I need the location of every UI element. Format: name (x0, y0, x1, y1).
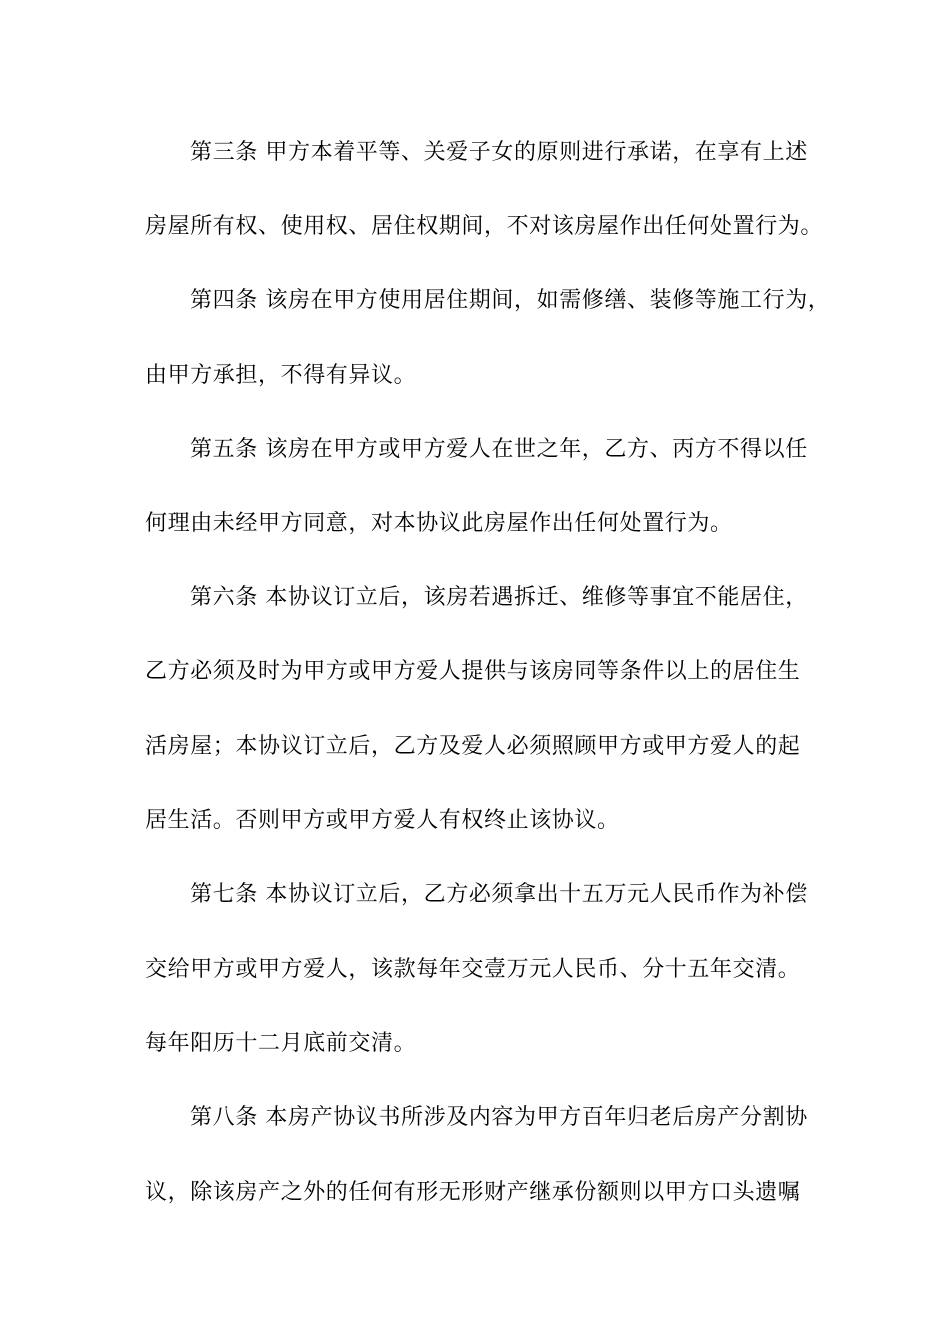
article-6-line-4: 居生活。否则甲方或甲方爱人有权终止该协议。 (145, 808, 620, 833)
article-5-line-1: 第五条 该房在甲方或甲方爱人在世之年，乙方、丙方不得以任 (190, 437, 808, 462)
article-3-line-2: 房屋所有权、使用权、居住权期间，不对该房屋作出任何处置行为。 (145, 214, 824, 239)
article-8-line-2: 议，除该房产之外的任何有形无形财产继承份额则以甲方口头遗嘱 (145, 1180, 801, 1205)
article-5-line-2: 何理由未经甲方同意，对本协议此房屋作出任何处置行为。 (145, 511, 733, 536)
article-4-line-1: 第四条 该房在甲方使用居住期间，如需修缮、装修等施工行为， (190, 288, 831, 313)
article-6-line-2: 乙方必须及时为甲方或甲方爱人提供与该房同等条件以上的居住生 (145, 659, 801, 684)
article-7-line-2: 交给甲方或甲方爱人，该款每年交壹万元人民币、分十五年交清。 (145, 957, 801, 982)
article-3-line-1: 第三条 甲方本着平等、关爱子女的原则进行承诺，在享有上述 (190, 140, 808, 165)
article-7-line-3: 每年阳历十二月底前交清。 (145, 1031, 417, 1056)
article-6-line-3: 活房屋；本协议订立后，乙方及爱人必须照顾甲方或甲方爱人的起 (145, 734, 801, 759)
article-6-line-1: 第六条 本协议订立后，该房若遇拆迁、维修等事宜不能居住， (190, 585, 808, 610)
article-4-line-2: 由甲方承担，不得有异议。 (145, 363, 417, 388)
article-7-line-1: 第七条 本协议订立后，乙方必须拿出十五万元人民币作为补偿 (190, 882, 808, 907)
article-8-line-1: 第八条 本房产协议书所涉及内容为甲方百年归老后房产分割协 (190, 1105, 808, 1130)
